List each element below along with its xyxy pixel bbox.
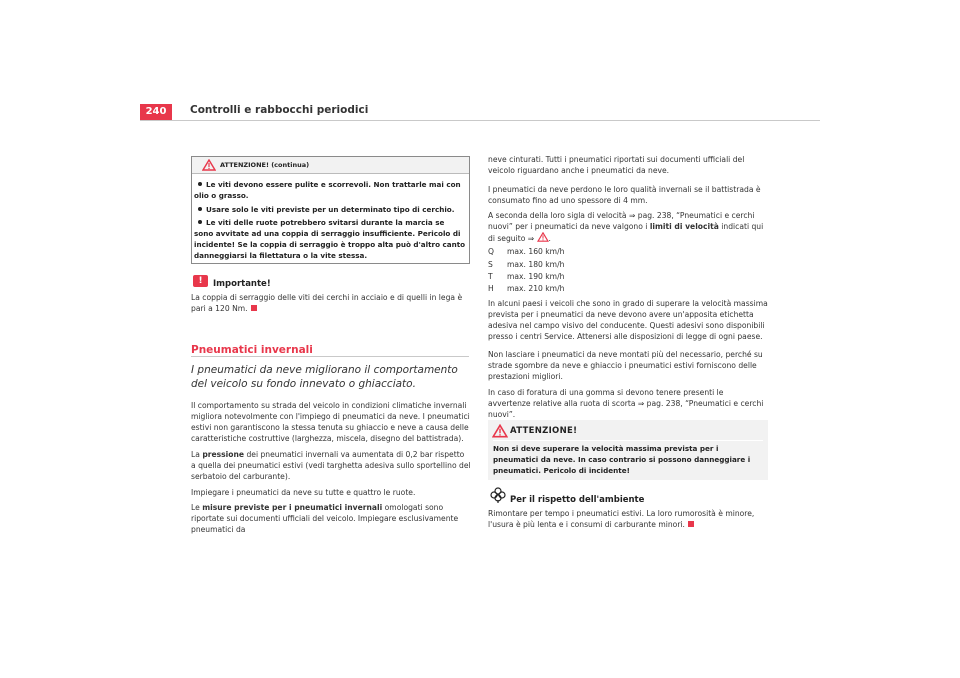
section-subtitle: I pneumatici da neve migliorano il comportamento del veicolo su fondo innevato o ghiacciato. xyxy=(191,364,458,390)
warning-triangle-icon xyxy=(202,159,216,171)
warning-box xyxy=(488,420,768,480)
page-number: 240 xyxy=(140,104,172,120)
page-header-title: Controlli e rabbocchi periodici xyxy=(190,104,369,116)
right-paragraph-4: In alcuni paesi i veicoli che sono in grado di superare la velocità massima prevista per i pneumatici da neve devono avere un'apposita etichetta adesiva nel campo visivo del conducente. Questi adesivi sono disponibili presso i centri Service. Attenersi alle disposizioni di legge di ogni paese. xyxy=(488,299,768,341)
speed-row: H max. 210 km/h xyxy=(488,284,565,293)
header-divider xyxy=(140,120,820,121)
warning-divider xyxy=(493,440,763,441)
speed-row: S max. 180 km/h xyxy=(488,260,565,269)
left-paragraph-3: Impiegare i pneumatici da neve su tutte e quattro le ruote. xyxy=(191,488,416,497)
warning-box-header xyxy=(192,157,469,174)
bullet-icon xyxy=(198,220,202,224)
warning-item: Usare solo le viti previste per un determinato tipo di cerchio. xyxy=(194,204,466,215)
warning-triangle-icon xyxy=(492,424,508,438)
flower-environment-icon xyxy=(490,487,506,503)
bullet-icon xyxy=(198,207,202,211)
warning-box-continued xyxy=(191,156,470,264)
speed-row: Q max. 160 km/h xyxy=(488,247,565,256)
bullet-icon xyxy=(198,182,202,186)
left-paragraph-4: Le misure previste per i pneumatici invernali omologati sono riportate sui documenti ufficiali del veicolo. Impiegare esclusivamente pneumatici da xyxy=(191,503,459,534)
warning-triangle-icon xyxy=(537,232,549,242)
left-paragraph-1: Il comportamento su strada del veicolo in condizioni climatiche invernali migliora notevolmente con l'impiego di pneumatici da neve. I pneumatici estivi non garantiscono la stessa tenuta su ghiaccio e neve a causa delle caratteristiche costruttive (larghezza, miscela, disegno del battistrada). xyxy=(191,401,470,443)
left-paragraph-2: La pressione dei pneumatici invernali va aumentata di 0,2 bar rispetto a quella dei pneumatici estivi (vedi targhetta adesiva sullo sportellino del serbatoio del carburante). xyxy=(191,450,471,481)
important-text: La coppia di serraggio delle viti dei cerchi in acciaio e di quelli in lega è pari a 120 Nm. xyxy=(191,293,463,313)
environment-text: Rimontare per tempo i pneumatici estivi. La loro rumorosità è minore, l'usura è più lenta e i consumi di carburante minori. xyxy=(488,509,755,529)
right-paragraph-6: In caso di foratura di una gomma si devono tenere presenti le avvertenze relative alla ruota di scorta ⇒ pag. 238, “Pneumatici e cerchi nuovi”. xyxy=(488,388,764,419)
important-icon: ! xyxy=(193,275,208,287)
right-paragraph-5: Non lasciare i pneumatici da neve montati più del necessario, perché su strade sgombre da neve e ghiaccio i pneumatici estivi forniscono delle prestazioni migliori. xyxy=(488,350,763,381)
warning-title: ATTENZIONE! xyxy=(510,426,578,436)
right-paragraph-3: A seconda della loro sigla di velocità ⇒ pag. 238, “Pneumatici e cerchi nuovi” per i pneumatici da neve valgono i limiti di velocità indicati qui di seguito ⇒ . xyxy=(488,211,764,243)
speed-row: T max. 190 km/h xyxy=(488,272,565,281)
warning-item: Le viti delle ruote potrebbero svitarsi durante la marcia se sono avvitate ad una coppia di serraggio insufficiente. Pericolo di incidente! Se la coppia di serraggio è troppo alta può d'altro canto danneggiarsi la filettatura o la vite stessa. xyxy=(194,218,466,260)
section-title: Pneumatici invernali xyxy=(191,344,313,356)
end-marker-icon xyxy=(251,305,257,311)
section-divider xyxy=(191,356,469,357)
important-title: Importante! xyxy=(213,279,271,289)
right-paragraph-2: I pneumatici da neve perdono le loro qualità invernali se il battistrada è consumato fino ad uno spessore di 4 mm. xyxy=(488,185,761,205)
environment-title: Per il rispetto dell'ambiente xyxy=(510,495,645,505)
warning-text: Non si deve superare la velocità massima prevista per i pneumatici da neve. In caso contrario si possono danneggiare i pneumatici. Pericolo di incidente! xyxy=(493,444,751,475)
end-marker-icon xyxy=(688,521,694,527)
right-paragraph-1: neve cinturati. Tutti i pneumatici riportati sui documenti ufficiali del veicolo riguardano anche i pneumatici da neve. xyxy=(488,155,745,175)
warning-item: Le viti devono essere pulite e scorrevoli. Non trattarle mai con olio o grasso. xyxy=(194,180,461,200)
warning-box-title: ATTENZIONE! (continua) xyxy=(220,161,310,169)
